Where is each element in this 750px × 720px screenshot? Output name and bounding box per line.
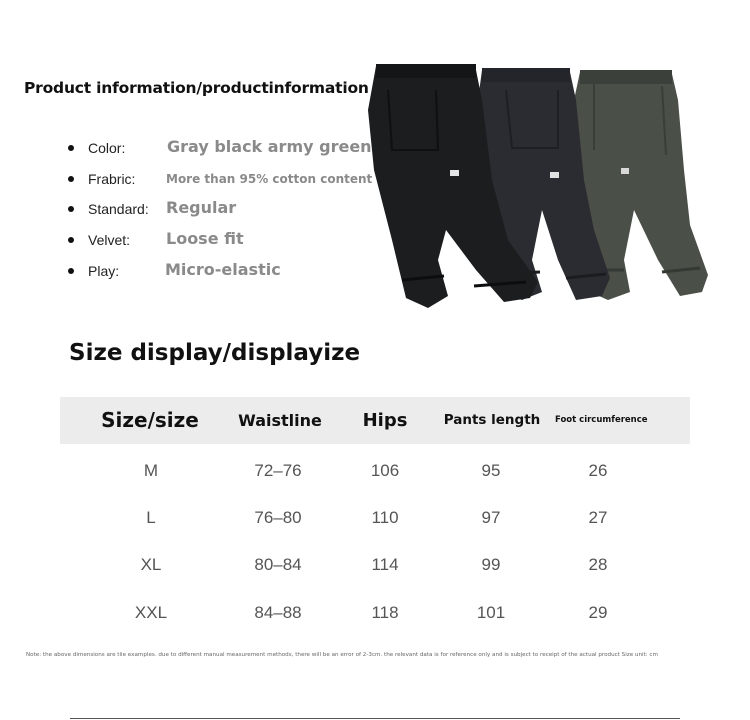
size-cell: M (143, 461, 159, 480)
attribute-label: Velvet: (88, 232, 131, 248)
waistline-cell: 80–84 (254, 555, 302, 574)
table-row (60, 508, 690, 532)
attribute-value: Loose fit (166, 229, 244, 248)
bullet-icon (68, 206, 74, 212)
pants-length-cell: 99 (481, 555, 501, 574)
header-hips: Hips (362, 410, 408, 431)
pants-product-photo (362, 60, 714, 310)
attribute-fabric (68, 167, 388, 191)
attribute-label: Play: (88, 263, 120, 279)
foot-circumference-cell: 29 (588, 603, 608, 622)
bullet-icon (68, 176, 74, 182)
bullet-icon (68, 268, 74, 274)
size-cell: L (146, 508, 156, 527)
pants-length-cell: 95 (481, 461, 501, 480)
attribute-standard (68, 197, 388, 221)
foot-circumference-cell: 26 (588, 461, 608, 480)
header-size: Size/size (101, 408, 199, 432)
attribute-label: Color: (88, 140, 126, 156)
hips-cell: 114 (371, 555, 399, 574)
waistline-cell: 84–88 (254, 603, 302, 622)
waistline-cell: 76–80 (254, 508, 302, 527)
table-row (60, 603, 690, 627)
foot-circumference-cell: 27 (588, 508, 608, 527)
attribute-value: Regular (166, 198, 237, 217)
attribute-label: Standard: (88, 201, 149, 217)
attribute-color (68, 136, 388, 160)
bullet-icon (68, 145, 74, 151)
header-pants-length: Pants length (443, 412, 541, 428)
pants-length-cell: 97 (481, 508, 501, 527)
hips-cell: 106 (370, 461, 400, 480)
attribute-value: More than 95% cotton content (166, 172, 373, 186)
header-foot-circumference: Foot circumference (555, 415, 648, 425)
waistline-cell: 72–76 (254, 461, 302, 480)
table-row (60, 555, 690, 579)
size-cell: XXL (134, 603, 168, 622)
attribute-label: Frabric: (88, 171, 136, 187)
pants-length-cell: 101 (476, 603, 506, 622)
size-cell: XL (140, 555, 162, 574)
attribute-value: Micro-elastic (165, 260, 281, 279)
size-table-header (60, 397, 690, 444)
size-display-title: Size display/displayize (69, 340, 361, 366)
hips-cell: 110 (371, 508, 399, 527)
product-info-title: Product information/productinformation (24, 79, 369, 97)
bullet-icon (68, 237, 74, 243)
hips-cell: 118 (371, 603, 399, 622)
measurement-note: Note: the above dimensions are tile examples. due to different manual measurement methods, there will be an error of 2-3cm. the relevant data is for reference only and is subject to receipt of the actual product Size unit: cm (26, 652, 658, 658)
attribute-value: Gray black army green (167, 137, 372, 156)
header-waistline: Waistline (238, 411, 322, 430)
attribute-velvet (68, 228, 388, 252)
foot-circumference-cell: 28 (588, 555, 608, 574)
attribute-play (68, 259, 388, 283)
table-row (60, 461, 690, 485)
bottom-divider (70, 718, 680, 719)
